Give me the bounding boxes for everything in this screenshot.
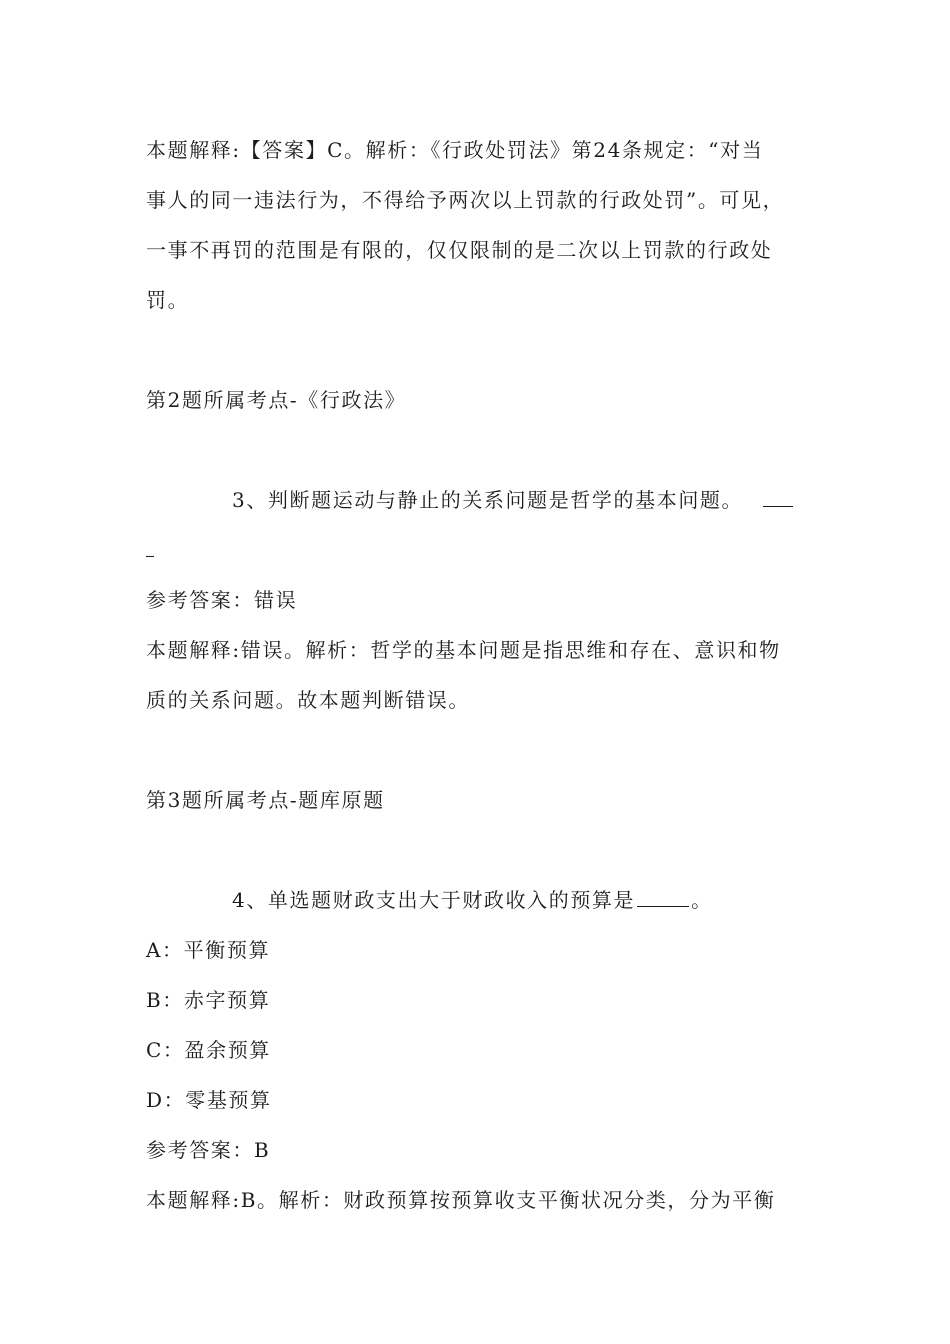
explanation-q2-line-4: 罚。 bbox=[146, 288, 190, 312]
answer-blank bbox=[763, 488, 793, 507]
q4-option-d: D：零基预算 bbox=[146, 1088, 272, 1112]
q3-topic: 第3题所属考点-题库原题 bbox=[146, 788, 385, 812]
q3-question-row bbox=[232, 486, 793, 514]
q4-option-b: B：赤字预算 bbox=[146, 988, 271, 1012]
q3-reference-answer: 参考答案：错误 bbox=[146, 588, 298, 612]
q4-option-a: A：平衡预算 bbox=[146, 938, 271, 962]
answer-blank-continuation bbox=[146, 538, 154, 557]
q4-question-end: 。 bbox=[691, 888, 713, 912]
q4-question-text: 4、单选题财政支出大于财政收入的预算是 bbox=[232, 888, 636, 912]
answer-blank bbox=[637, 888, 689, 907]
q4-option-c: C：盈余预算 bbox=[146, 1038, 271, 1062]
q4-reference-answer: 参考答案：B bbox=[146, 1138, 271, 1162]
q3-question-text: 3、判断题运动与静止的关系问题是哲学的基本问题。 bbox=[232, 488, 744, 512]
explanation-q2-line-3: 一事不再罚的范围是有限的，仅仅限制的是二次以上罚款的行政处 bbox=[146, 238, 773, 262]
explanation-q4-line-1: 本题解释:B。解析：财政预算按预算收支平衡状况分类，分为平衡 bbox=[146, 1188, 776, 1212]
explanation-q3-line-2: 质的关系问题。故本题判断错误。 bbox=[146, 688, 470, 712]
q4-question-row bbox=[232, 886, 713, 914]
explanation-q3-line-1: 本题解释:错误。解析：哲学的基本问题是指思维和存在、意识和物 bbox=[146, 638, 781, 662]
q2-topic: 第2题所属考点-《行政法》 bbox=[146, 388, 407, 412]
explanation-q2-line-1: 本题解释:【答案】C。解析：《行政处罚法》第24条规定：“对当 bbox=[146, 138, 764, 162]
q3-blank-continuation bbox=[146, 536, 154, 564]
explanation-q2-line-2: 事人的同一违法行为，不得给予两次以上罚款的行政处罚”。可见， bbox=[146, 188, 785, 212]
